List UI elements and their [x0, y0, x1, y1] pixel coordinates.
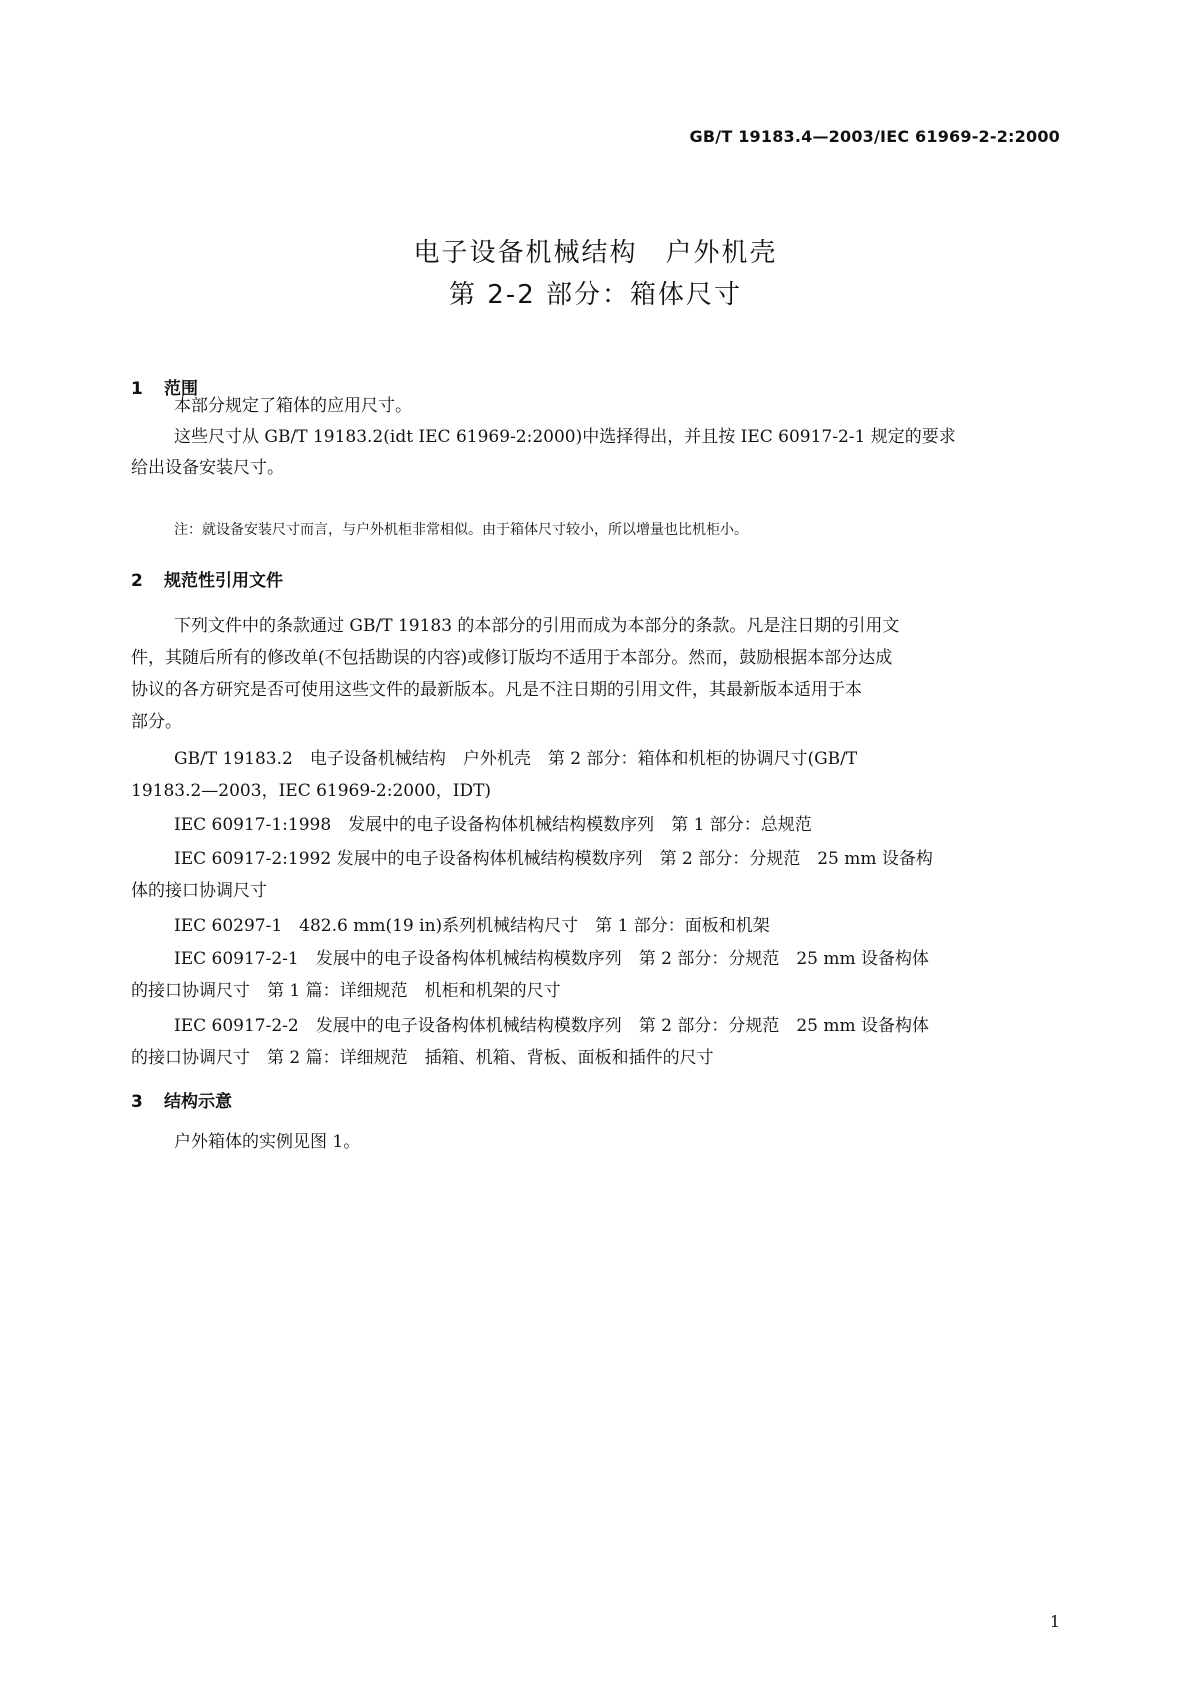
- reference-item: GB/T 19183.2 电子设备机械结构 户外机壳 第 2 部分：箱体和机柜的协调尺寸(GB/T: [174, 749, 858, 769]
- section-heading-structure: [131, 1087, 232, 1112]
- section-title: 结构示意: [164, 1092, 232, 1112]
- document-subtitle: 第 2-2 部分：箱体尺寸: [449, 280, 742, 310]
- paragraph: 这些尺寸从 GB/T 19183.2(idt IEC 61969-2:2000)中选择得出，并且按 IEC 60917-2-1 规定的要求: [174, 427, 956, 447]
- reference-item-continuation: 19183.2—2003，IEC 61969-2:2000，IDT): [131, 781, 492, 801]
- reference-item: IEC 60297-1 482.6 mm(19 in)系列机械结构尺寸 第 1 部分：面板和机架: [174, 916, 770, 936]
- reference-item: IEC 60917-2-2 发展中的电子设备构体机械结构模数序列 第 2 部分：分规范 25 mm 设备构体: [174, 1016, 930, 1036]
- document-title: 电子设备机械结构 户外机壳: [413, 238, 778, 268]
- paragraph: 下列文件中的条款通过 GB/T 19183 的本部分的引用而成为本部分的条款。凡是注日期的引用文: [174, 616, 900, 636]
- reference-item-continuation: 的接口协调尺寸 第 1 篇：详细规范 机柜和机架的尺寸: [131, 981, 561, 1001]
- reference-item-continuation: 体的接口协调尺寸: [131, 881, 267, 901]
- paragraph-continuation: 给出设备安装尺寸。: [131, 458, 284, 478]
- paragraph: 本部分规定了箱体的应用尺寸。: [174, 396, 412, 416]
- paragraph-continuation: 部分。: [131, 712, 182, 732]
- reference-item: IEC 60917-2:1992 发展中的电子设备构体机械结构模数序列 第 2 部分：分规范 25 mm 设备构: [174, 849, 933, 869]
- paragraph-continuation: 协议的各方研究是否可使用这些文件的最新版本。凡是不注日期的引用文件，其最新版本适用于本: [131, 680, 862, 700]
- section-title: 规范性引用文件: [164, 571, 283, 591]
- standard-number: GB/T 19183.4—2003/IEC 61969-2-2:2000: [689, 127, 1060, 146]
- paragraph-continuation: 件，其随后所有的修改单(不包括勘误的内容)或修订版均不适用于本部分。然而，鼓励根据本部分达成: [131, 648, 893, 668]
- reference-item: IEC 60917-1:1998 发展中的电子设备构体机械结构模数序列 第 1 部分：总规范: [174, 815, 812, 835]
- section-number: 1: [131, 379, 143, 399]
- section-heading-normative-references: [131, 566, 283, 591]
- section-title: 范围: [164, 379, 198, 399]
- section-number: 3: [131, 1092, 143, 1112]
- reference-item: IEC 60917-2-1 发展中的电子设备构体机械结构模数序列 第 2 部分：分规范 25 mm 设备构体: [174, 949, 930, 969]
- reference-item-continuation: 的接口协调尺寸 第 2 篇：详细规范 插箱、机箱、背板、面板和插件的尺寸: [131, 1048, 714, 1068]
- section-number: 2: [131, 571, 143, 591]
- paragraph: 户外箱体的实例见图 1。: [174, 1132, 361, 1152]
- note: 注：就设备安装尺寸而言，与户外机柜非常相似。由于箱体尺寸较小，所以增量也比机柜小。: [174, 522, 748, 538]
- page-number: 1: [1049, 1612, 1060, 1631]
